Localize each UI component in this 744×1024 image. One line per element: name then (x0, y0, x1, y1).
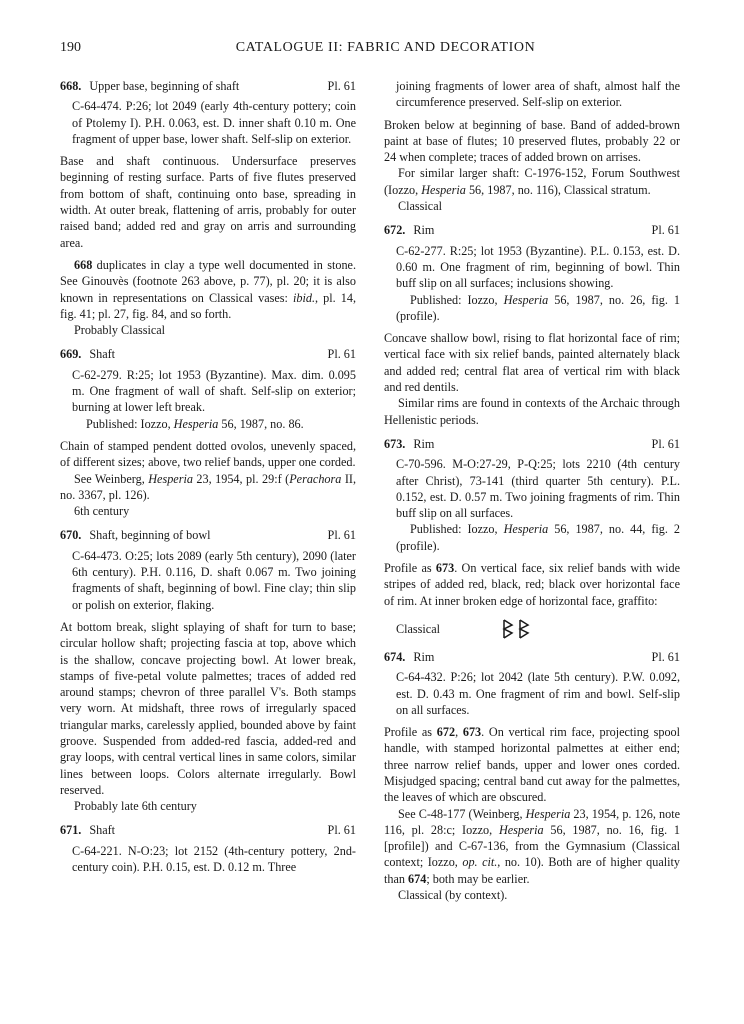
entry-673-date-and-graffito (384, 617, 680, 641)
entry-670-catalog: C-64-473. O:25; lots 2089 (early 5th century), 2090 (later 6th century). P.H. 0.116, D. shaft 0.067 m. Two joining fragments of shaft, beginning of bowl. Fine clay; thin slip or polish on exterior, flaking. (72, 548, 356, 612)
entry-number: 673. (384, 436, 406, 451)
entry-title: Shaft, beginning of bowl (89, 528, 211, 543)
entry-668-note: 668 duplicates in clay a type well documented in stone. See Ginouvès (footnote 263 above, p. 77), pl. 20; it is also known in representations on Classical vases: ibid., pl. 14, fig. 41; pl. 27, fig. 84, and so forth. (60, 257, 356, 321)
entry-668-date: Probably Classical (74, 323, 166, 338)
entry-674-heading (384, 649, 680, 665)
running-title: CATALOGUE II: FABRIC AND DECORATION (235, 40, 536, 55)
plate-reference: Pl. 61 (327, 823, 356, 838)
entry-671-description: Broken below at beginning of base. Band of added-brown paint at base of flutes; 10 preserved flutes, probably 22 or 24 when complete; traces of added brown on arrises. (384, 117, 680, 165)
entry-672-heading (384, 222, 680, 238)
entry-668-catalog: C-64-474. P:26; lot 2049 (early 4th-century pottery; coin of Ptolemy I). P.H. 0.063, est. D. inner shaft 0.10 m. One fragment of upper base, lower shaft. Self-slip on exterior. (72, 99, 356, 146)
left-column (60, 78, 356, 875)
entry-673-date: Classical (396, 621, 441, 636)
entry-672-catalog: C-62-277. R:25; lot 1953 (Byzantine). P.L. 0.153, est. D. 0.60 m. One fragment of rim, beginning of bowl. Thin buff slip on all surfaces; inclusions showing. (396, 243, 680, 291)
plate-reference: Pl. 61 (651, 436, 680, 451)
entry-673-catalog: C-70-596. M-O:27-29, P-Q:25; lots 2210 (4th century after Christ), 73-141 (third quarter 5th century). P.L. 0.152, est. D. 0.57 m. Two joining fragments of rim. Thin buff slip on all surfaces. (396, 457, 680, 521)
entry-674-catalog: C-64-432. P:26; lot 2042 (late 5th century). P.W. 0.092, est. D. 0.43 m. One fragment of rim and bowl. Self-slip on all surfaces. (396, 670, 680, 717)
entry-671-date: Classical (398, 199, 443, 214)
plate-reference: Pl. 61 (651, 649, 680, 664)
entry-669-see-also: See Weinberg, Hesperia 23, 1954, pl. 29:f (Perachora II, no. 3367, pl. 126). (60, 471, 357, 502)
entry-title: Rim (413, 223, 435, 238)
entry-number: 669. (60, 347, 82, 362)
entry-669-catalog: C-62-279. R:25; lot 1953 (Byzantine). Max. dim. 0.095 m. One fragment of wall of shaft. Self-slip on exterior; burning at lower left break. (72, 367, 356, 415)
plate-reference: Pl. 61 (327, 528, 356, 543)
catalog-number-ref: 668 (74, 257, 93, 272)
entry-669-heading (60, 346, 356, 362)
entry-title: Rim (413, 436, 435, 451)
entry-671-catalog-continued: joining fragments of lower area of shaft, almost half the circumference preserved. Self-slip on exterior. (396, 79, 680, 110)
entry-668-heading (60, 78, 356, 94)
entry-title: Rim (413, 649, 435, 664)
page-number: 190 (60, 40, 81, 55)
entry-672-description: Concave shallow bowl, rising to flat horizontal face of rim; vertical face with six relief bands, painted alternately black and added red; central flat area of vertical rim with black and red dentils. (384, 331, 680, 395)
entry-674-see-also: See C-48-177 (Weinberg, Hesperia 23, 1954, p. 126, note 116, pl. 28:c; Iozzo, Hesperia 56, 1987, no. 16, fig. 1 [profile]) and C-67-136, from the Gymnasium (Classical context; Iozzo, op. cit., no. 10). Both are of higher quality than 674; both may be earlier. (384, 806, 680, 886)
right-column (384, 78, 680, 903)
entry-671-catalog-start: C-64-221. N-O:23; lot 2152 (4th-century pottery, 2nd-century coin). P.H. 0.15, est. D. 0.12 m. Three (72, 843, 356, 875)
plate-reference: Pl. 61 (327, 79, 356, 93)
entry-674-description: Profile as 672, 673. On vertical rim face, projecting spool handle, with stamped horizontal palmettes at either end; three narrow relief bands, upper and lower ones corded. Misjudged spacing; central band cut away for the palmettes, the leaves of which are obscured. (384, 725, 681, 805)
entry-670-date: Probably late 6th century (74, 799, 197, 814)
entry-670-description: At bottom break, slight splaying of shaft for turn to base; circular hollow shaft; projecting fascia at top, above which is the shallow, concave projecting bowl. At lower break, stamps of five-petal volute palmettes; traces of added red around stamps; chevron of three parallel V's. Both stamps very worn. At midshaft, three rows of irregularly spaced triangular marks, carelessly applied, bounded above by faint groove. Suspended from added-red fascia, added-red and gray loops, with central vertical lines in same colors, similar lines between loops. Colors alternate irregularly. Bowl reserved. (60, 619, 356, 797)
graffito-letters-icon (500, 617, 540, 641)
entry-number: 674. (384, 649, 406, 664)
plate-reference: Pl. 61 (651, 223, 680, 238)
entry-669-publication: Published: Iozzo, Hesperia 56, 1987, no. 86. (86, 416, 304, 431)
entry-title: Shaft (89, 347, 116, 362)
entry-670-heading (60, 527, 356, 543)
entry-674-date: Classical (by context). (398, 888, 508, 903)
entry-673-heading (384, 436, 680, 452)
entry-668-description: Base and shaft continuous. Undersurface preserves beginning of resting surface. Parts of five flutes preserved from bottom of shaft, continuing onto base, spreading in width. At outer break, flattening of arris, probably for outer raised band; added red and gray on arris and surrounding area. (60, 154, 356, 250)
running-head (60, 40, 690, 56)
entry-673-publication: Published: Iozzo, Hesperia 56, 1987, no. 44, fig. 2 (profile). (396, 522, 680, 553)
entry-number: 671. (60, 823, 82, 838)
graffito-drawing (500, 617, 540, 641)
entry-number: 668. (60, 79, 82, 93)
entry-669-description: Chain of stamped pendent dotted ovolos, unevenly spaced, of different sizes; above, two relief bands, upper one corded. (60, 438, 356, 470)
entry-672-publication: Published: Iozzo, Hesperia 56, 1987, no. 26, fig. 1 (profile). (396, 292, 680, 323)
entry-671-heading (60, 822, 356, 838)
entry-673-description: Profile as 673. On vertical face, six relief bands with wide stripes of added red, black, red; black over horizontal face of rim. At inner broken edge of horizontal face, graffito: (384, 561, 680, 608)
plate-reference: Pl. 61 (327, 347, 356, 362)
entry-title: Shaft (89, 823, 116, 838)
entry-number: 670. (60, 528, 82, 543)
entry-title: Upper base, beginning of shaft (89, 79, 240, 93)
entry-672-note: Similar rims are found in contexts of the Archaic through Hellenistic periods. (384, 396, 680, 427)
entry-number: 672. (384, 223, 406, 238)
entry-671-similar: For similar larger shaft: C-1976-152, Forum Southwest (Iozzo, Hesperia 56, 1987, no. 116), Classical stratum. (384, 166, 680, 197)
entry-669-date: 6th century (74, 504, 130, 519)
